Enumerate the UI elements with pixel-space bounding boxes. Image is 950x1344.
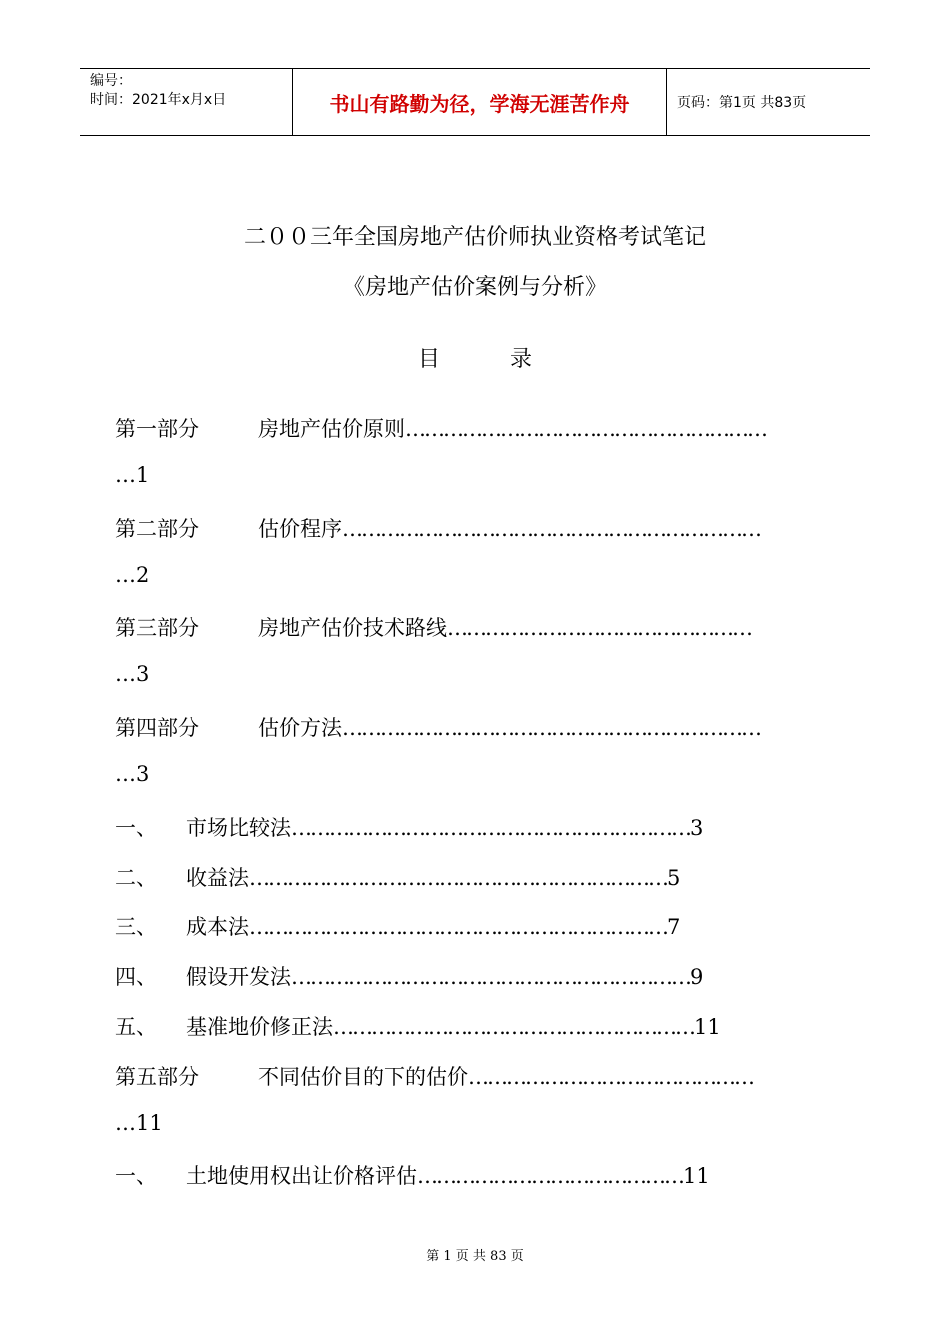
toc-entry-page: …11 xyxy=(115,1111,163,1135)
toc-entry-page: …2 xyxy=(115,563,150,587)
toc-entry-page: 11 xyxy=(683,1164,710,1188)
toc-leader: …………………………………… xyxy=(417,1164,683,1188)
toc-subentry[interactable] xyxy=(115,862,680,892)
toc-subentry[interactable] xyxy=(115,1160,710,1190)
toc-entry-text: 房地产估价原则 xyxy=(258,417,405,441)
toc-entry-label: 第四部分 xyxy=(115,716,199,740)
toc-entry-label: 一、 xyxy=(115,816,157,840)
header-page-info: 页码：第1页 共83页 xyxy=(677,95,807,111)
toc-entry[interactable] xyxy=(115,712,760,742)
document-title: 二００三年全国房地产估价师执业资格考试笔记 xyxy=(243,225,706,250)
toc-entry-label: 一、 xyxy=(115,1164,157,1188)
toc-entry-label: 三、 xyxy=(115,915,157,939)
toc-entry-label: 四、 xyxy=(115,965,157,989)
toc-entry-text: 估价方法 xyxy=(258,716,342,740)
toc-entry-page: 5 xyxy=(667,866,681,890)
toc-entry[interactable] xyxy=(115,513,760,543)
toc-entry-label: 第三部分 xyxy=(115,616,199,640)
toc-entry-text: 基准地价修正法 xyxy=(186,1015,333,1039)
toc-entry-label: 第五部分 xyxy=(115,1065,199,1089)
toc-leader: ………………………………………………… xyxy=(405,417,766,441)
toc-entry-text: 收益法 xyxy=(186,866,249,890)
toc-leader: ……………………………………… xyxy=(468,1065,753,1089)
toc-subentry[interactable] xyxy=(115,812,703,842)
toc-entry-label: 五、 xyxy=(115,1015,157,1039)
toc-entry-text: 房地产估价技术路线 xyxy=(258,616,447,640)
document-time-label: 时间：2021年x月x日 xyxy=(90,92,227,108)
toc-entry-page: 3 xyxy=(690,816,704,840)
document-subtitle: 《房地产估价案例与分析》 xyxy=(342,275,607,300)
toc-entry-page: …3 xyxy=(115,762,150,786)
toc-leader: ………………………………………………………… xyxy=(249,866,667,890)
toc-leader: ……………………………………………………… xyxy=(291,965,690,989)
toc-entry-page: 9 xyxy=(690,965,704,989)
toc-entry-label: 二、 xyxy=(115,866,157,890)
toc-entry-page: …1 xyxy=(115,463,150,487)
toc-heading: 目 录 xyxy=(418,347,532,372)
toc-entry[interactable] xyxy=(115,1061,753,1091)
toc-entry[interactable] xyxy=(115,612,751,642)
toc-entry-text: 假设开发法 xyxy=(186,965,291,989)
toc-leader: ………………………………………… xyxy=(447,616,751,640)
toc-entry[interactable] xyxy=(115,413,766,443)
toc-entry-label: 第一部分 xyxy=(115,417,199,441)
toc-leader: ………………………………………………………… xyxy=(342,716,760,740)
header-motto: 书山有路勤为径，学海无涯苦作舟 xyxy=(293,69,667,135)
toc-entry-page: 7 xyxy=(667,915,681,939)
toc-leader: ………………………………………………… xyxy=(333,1015,694,1039)
toc-subentry[interactable] xyxy=(115,1011,721,1041)
toc-leader: ………………………………………………………… xyxy=(342,517,760,541)
page-header xyxy=(80,68,870,136)
page-footer: 第 1 页 共 83 页 xyxy=(426,1249,524,1264)
toc-entry-text: 估价程序 xyxy=(258,517,342,541)
toc-entry-text: 市场比较法 xyxy=(186,816,291,840)
toc-entry-text: 不同估价目的下的估价 xyxy=(258,1065,468,1089)
header-meta xyxy=(80,69,293,135)
toc-subentry[interactable] xyxy=(115,911,680,941)
toc-leader: ……………………………………………………… xyxy=(291,816,690,840)
toc-entry-text: 成本法 xyxy=(186,915,249,939)
toc-entry-page: …3 xyxy=(115,662,150,686)
toc-entry-page: 11 xyxy=(694,1015,721,1039)
toc-subentry[interactable] xyxy=(115,961,703,991)
toc-leader: ………………………………………………………… xyxy=(249,915,667,939)
toc-entry-label: 第二部分 xyxy=(115,517,199,541)
document-number-label: 编号： xyxy=(90,73,132,89)
toc-entry-text: 土地使用权出让价格评估 xyxy=(186,1164,417,1188)
